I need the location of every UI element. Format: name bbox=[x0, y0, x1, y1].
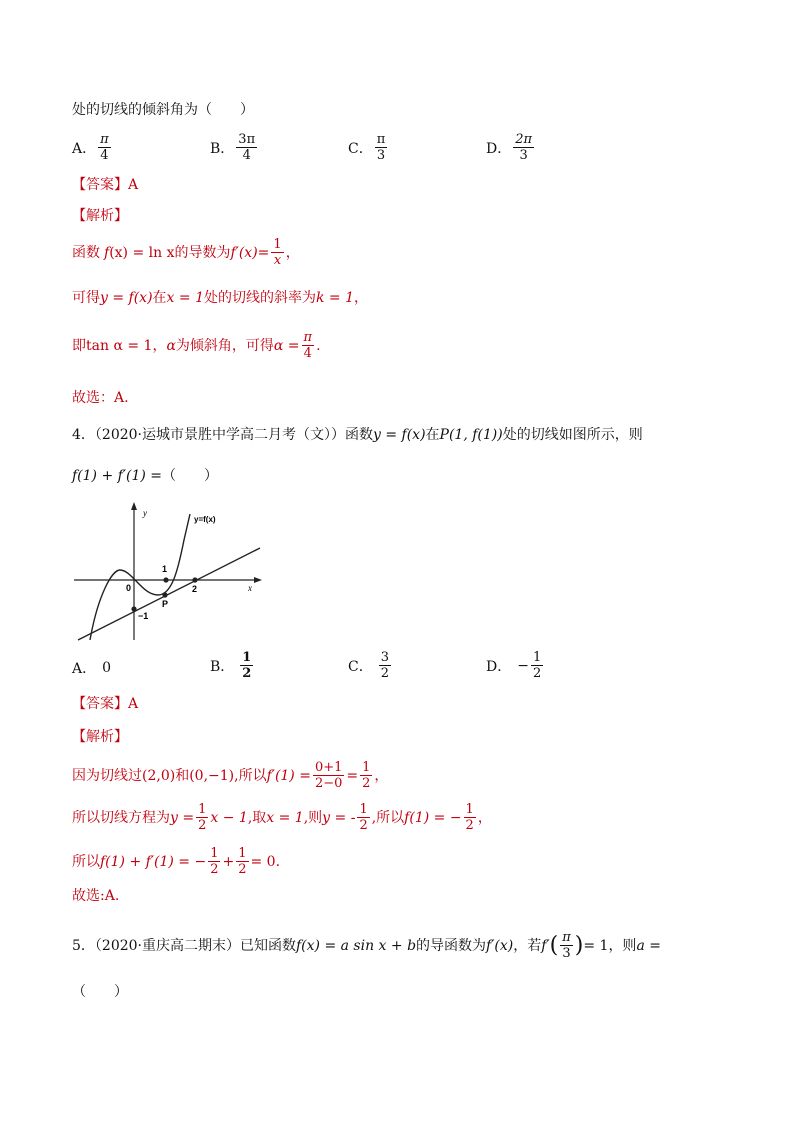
q3-option-d: D． $\frac{2\pi}{3}$ bbox=[486, 132, 533, 163]
tangent-graph bbox=[72, 500, 264, 645]
q3-option-b: B． $\frac{3\pi}{4}$ bbox=[210, 132, 256, 163]
q4-option-a: A． 0 bbox=[72, 660, 112, 677]
label-two: 2 bbox=[192, 584, 198, 594]
label-curve: y=f(x) bbox=[194, 515, 216, 524]
q3-select: 故选：A. bbox=[72, 390, 129, 406]
x-axis-arrow bbox=[254, 577, 262, 583]
label-y: y bbox=[143, 508, 147, 518]
tangent-line bbox=[78, 548, 260, 640]
q5-stem: 5．（2020·重庆高二期末）已知函数 f(x) = a sin x + b 的导函数为 f′(x) ，若 f′ ( $\frac{\pi}{3}$ ) = 1 ，则 a = bbox=[72, 930, 661, 961]
q4-analysis-tag: 【解析】 bbox=[72, 729, 128, 745]
point-one bbox=[163, 577, 168, 582]
q3-option-c: C． $\frac{\pi}{3}$ bbox=[348, 132, 386, 163]
q4-select: 故选:A. bbox=[72, 888, 120, 904]
q3-option-a: A． $\frac{\pi}{4}$ bbox=[72, 132, 109, 163]
q4-analysis-line2: 所以切线方程为 y = $\frac{1}{2}$ x − 1 ,取 x = 1 ,则 y = - $\frac{1}{2}$ ,所以 f(1) = − $\frac{1}{2}$ ， bbox=[72, 802, 492, 833]
label-one: 1 bbox=[162, 564, 168, 574]
q3-analysis-line2: 可得y = f(x)在x = 1处的切线的斜率为k = 1， bbox=[72, 290, 369, 306]
q4-stem-line2: f(1) + f′(1) =（ ） bbox=[72, 468, 219, 484]
label-x: x bbox=[248, 583, 252, 593]
q4-stem: 4．（2020·运城市景胜中学高二月考（文））函数y = f(x)在P(1, f(1))处的切线如图所示，则 bbox=[72, 427, 643, 443]
q3-stem: 处的切线的倾斜角为（ ） bbox=[72, 102, 254, 118]
point-minus-one bbox=[131, 606, 136, 611]
label-minus-one: −1 bbox=[138, 611, 149, 621]
q4-option-b: B． $\frac{1}{2}$ bbox=[210, 650, 252, 681]
q5-paren: （ ） bbox=[72, 984, 128, 1000]
q4-analysis-line1: 因为切线过 (2,0) 和 (0,−1) ,所以 f′(1) = $\frac{0+1}{2-0}$ = $\frac{1}{2}$ ， bbox=[72, 760, 389, 791]
q3-analysis-tag: 【解析】 bbox=[72, 208, 128, 224]
q3-analysis-line3: 即 tan α = 1 ， α 为倾斜角，可得 α = $\frac{\pi}{4}$ . bbox=[72, 330, 321, 361]
point-p bbox=[162, 592, 167, 597]
point-two bbox=[192, 577, 197, 582]
q3-analysis-line1: 函数 f (x) = ln x 的导数为 f′(x)= $\frac{1}{x}$ ， bbox=[72, 237, 300, 268]
y-axis-arrow bbox=[131, 502, 137, 510]
label-p: P bbox=[162, 599, 169, 609]
q4-option-c: C． $\frac{3}{2}$ bbox=[348, 650, 389, 681]
function-curve bbox=[90, 514, 190, 640]
label-origin: 0 bbox=[126, 583, 132, 593]
q4-option-d: D． − $\frac{1}{2}$ bbox=[486, 650, 542, 681]
q4-analysis-line3: 所以 f(1) + f′(1) = − $\frac{1}{2}$ + $\frac{1}{2}$ = 0. bbox=[72, 846, 281, 877]
q3-answer: 【答案】A bbox=[72, 177, 139, 193]
q4-answer: 【答案】A bbox=[72, 696, 139, 712]
